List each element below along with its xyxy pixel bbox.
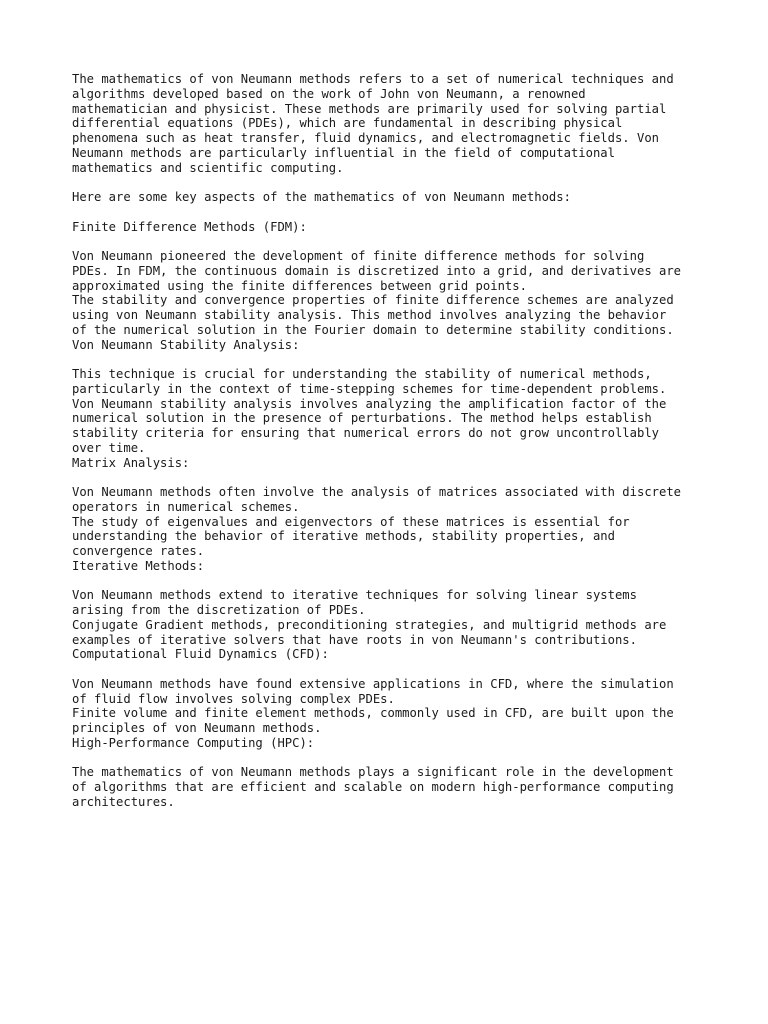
document-page xyxy=(72,72,712,810)
section-heading: Computational Fluid Dynamics (CFD): xyxy=(72,647,329,662)
section-body: Von Neumann pioneered the development of finite difference methods for solving PDEs. In FDM, the continuous domain is discretized into a grid, and derivatives are approximated using the finite differences between grid points. The stability and convergence properties of finite difference schemes are analyzed using von Neumann stability analysis. This method involves analyzing the behavior of the numerical solution in the Fourier domain to determine stability conditions. xyxy=(72,249,682,337)
section-body: Von Neumann methods extend to iterative techniques for solving linear systems arising from the discretization of PDEs. Conjugate Gradient methods, preconditioning strategies, and multigrid methods are examples of iterative solvers that have roots in von Neumann's contributions. xyxy=(72,588,667,647)
intro-paragraph: The mathematics of von Neumann methods refers to a set of numerical techniques and algorithms developed based on the work of John von Neumann, a renowned mathematician and physicist. These methods are primarily used for solving partial differential equations (PDEs), which are fundamental in describing physical phenomena such as heat transfer, fluid dynamics, and electromagnetic fields. Von Neumann methods are particularly influential in the field of computational mathematics and scientific computing. xyxy=(72,72,674,175)
section-heading: Matrix Analysis: xyxy=(72,455,190,470)
section-heading: Iterative Methods: xyxy=(72,558,205,573)
section-heading: High-Performance Computing (HPC): xyxy=(72,735,315,750)
section-body: The mathematics of von Neumann methods plays a significant role in the development of algorithms that are efficient and scalable on modern high-performance computing architectures. xyxy=(72,765,674,809)
section-heading: Finite Difference Methods (FDM): xyxy=(72,219,307,234)
section-body: Von Neumann methods have found extensive applications in CFD, where the simulation of fluid flow involves solving complex PDEs. Finite volume and finite element methods, commonly used in CFD, are built upon the principles of von Neumann methods. xyxy=(72,676,674,735)
section-heading: Von Neumann Stability Analysis: xyxy=(72,337,300,352)
section-body: Von Neumann methods often involve the analysis of matrices associated with discrete operators in numerical schemes. The study of eigenvalues and eigenvectors of these matrices is essential for understanding the behavior of iterative methods, stability properties, and convergence rates. xyxy=(72,485,682,558)
lead-in-paragraph: Here are some key aspects of the mathematics of von Neumann methods: xyxy=(72,190,571,204)
section-body: This technique is crucial for understanding the stability of numerical methods, particularly in the context of time-stepping schemes for time-dependent problems. Von Neumann stability analysis involves analyzing the amplification factor of the numerical solution in the presence of perturbations. The method helps establish stability criteria for ensuring that numerical errors do not grow uncontrollably over time. xyxy=(72,367,667,455)
